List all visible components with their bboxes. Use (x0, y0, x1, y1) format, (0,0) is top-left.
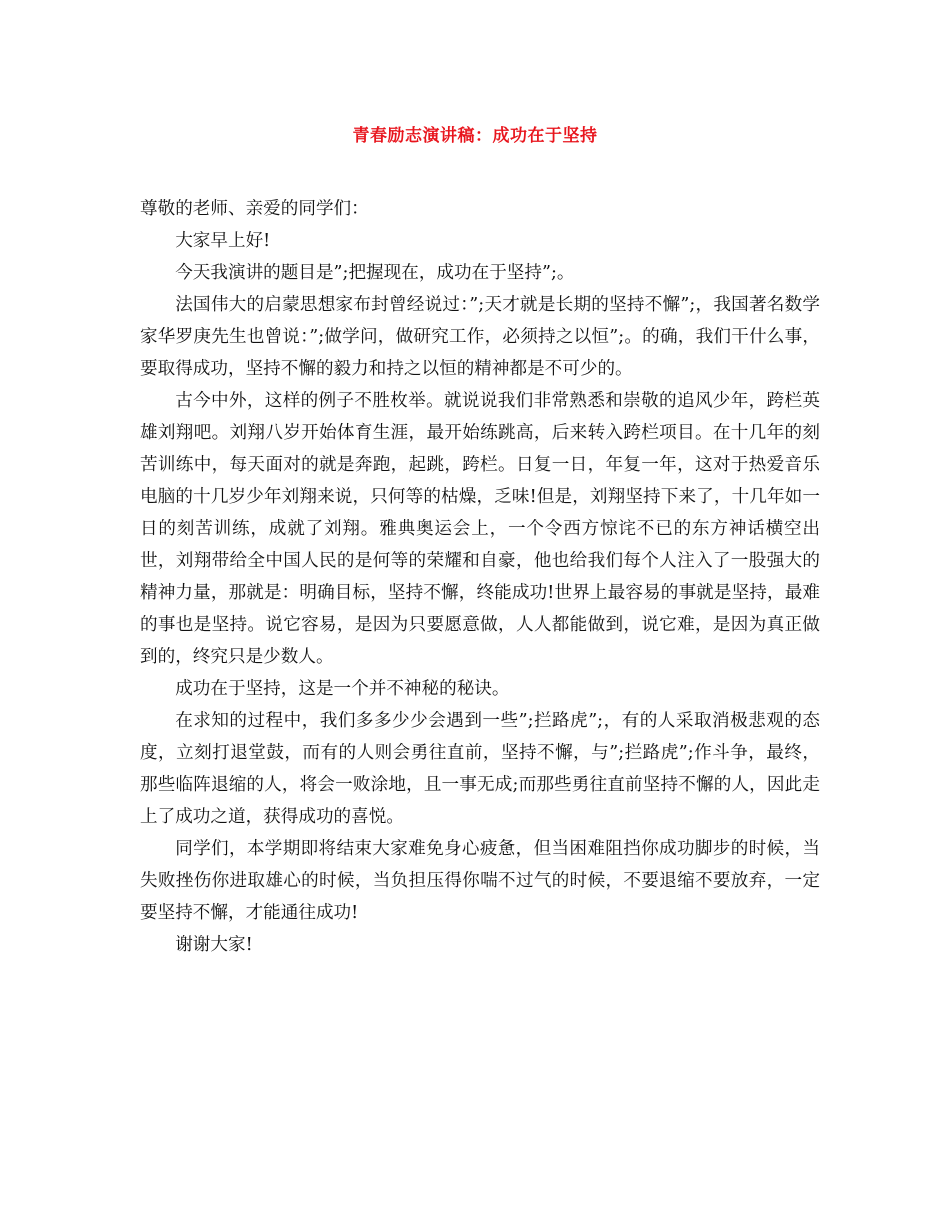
paragraph-secret: 成功在于坚持，这是一个并不神秘的秘诀。 (175, 679, 510, 699)
paragraph-liu-xiang: 古今中外，这样的例子不胜枚举。就说说我们非常熟悉和崇敬的追风少年，跨栏英雄刘翔吧。刘翔八岁开始体育生涯，最开始练跳高，后来转入跨栏项目。在十几年的刻苦训练中，每天面对的就是奔跑，起跳，跨栏。日复一日，年复一年，这对于热爱音乐电脑的十几岁少年刘翔来说，只何等的枯燥，乏味!但是，刘翔坚持下来了，十几年如一日的刻苦训练，成就了刘翔。雅典奥运会上，一个令西方惊诧不已的东方神话横空出世，刘翔带给全中国人民的是何等的荣耀和自豪，他也给我们每个人注入了一股强大的精神力量，那就是：明确目标，坚持不懈，终能成功!世界上最容易的事就是坚持，最难的事也是坚持。说它容易，是因为只要愿意做，人人都能做到，说它难，是因为真正做到的，终究只是少数人。 (140, 391, 820, 667)
paragraph-thanks: 谢谢大家! (175, 935, 253, 955)
paragraph-call-to-action: 同学们，本学期即将结束大家难免身心疲惫，但当困难阻挡你成功脚步的时候，当失败挫伤你进取雄心的时候，当负担压得你喘不过气的时候，不要退缩不要放弃，一定要坚持不懈，才能通往成功! (140, 839, 820, 923)
paragraph-greeting: 大家早上好! (175, 231, 271, 251)
paragraph-obstacles: 在求知的过程中，我们多多少少会遇到一些”;拦路虎”;，有的人采取消极悲观的态度，立刻打退堂鼓，而有的人则会勇往直前，坚持不懈，与”;拦路虎”;作斗争，最终，那些临阵退缩的人，将会一败涂地，且一事无成;而那些勇往直前坚持不懈的人，因此走上了成功之道，获得成功的喜悦。 (140, 711, 820, 827)
paragraph-quotes: 法国伟大的启蒙思想家布封曾经说过：”;天才就是长期的坚持不懈”;，我国著名数学家华罗庚先生也曾说：”;做学问，做研究工作，必须持之以恒”;。的确，我们干什么事，要取得成功，坚持不懈的毅力和持之以恒的精神都是不可少的。 (140, 295, 820, 379)
paragraph-topic: 今天我演讲的题目是”;把握现在，成功在于坚持”;。 (175, 263, 575, 283)
document-body (140, 193, 820, 961)
salutation: 尊敬的老师、亲爱的同学们： (140, 199, 369, 219)
document-title: 青春励志演讲稿：成功在于坚持 (352, 126, 598, 146)
